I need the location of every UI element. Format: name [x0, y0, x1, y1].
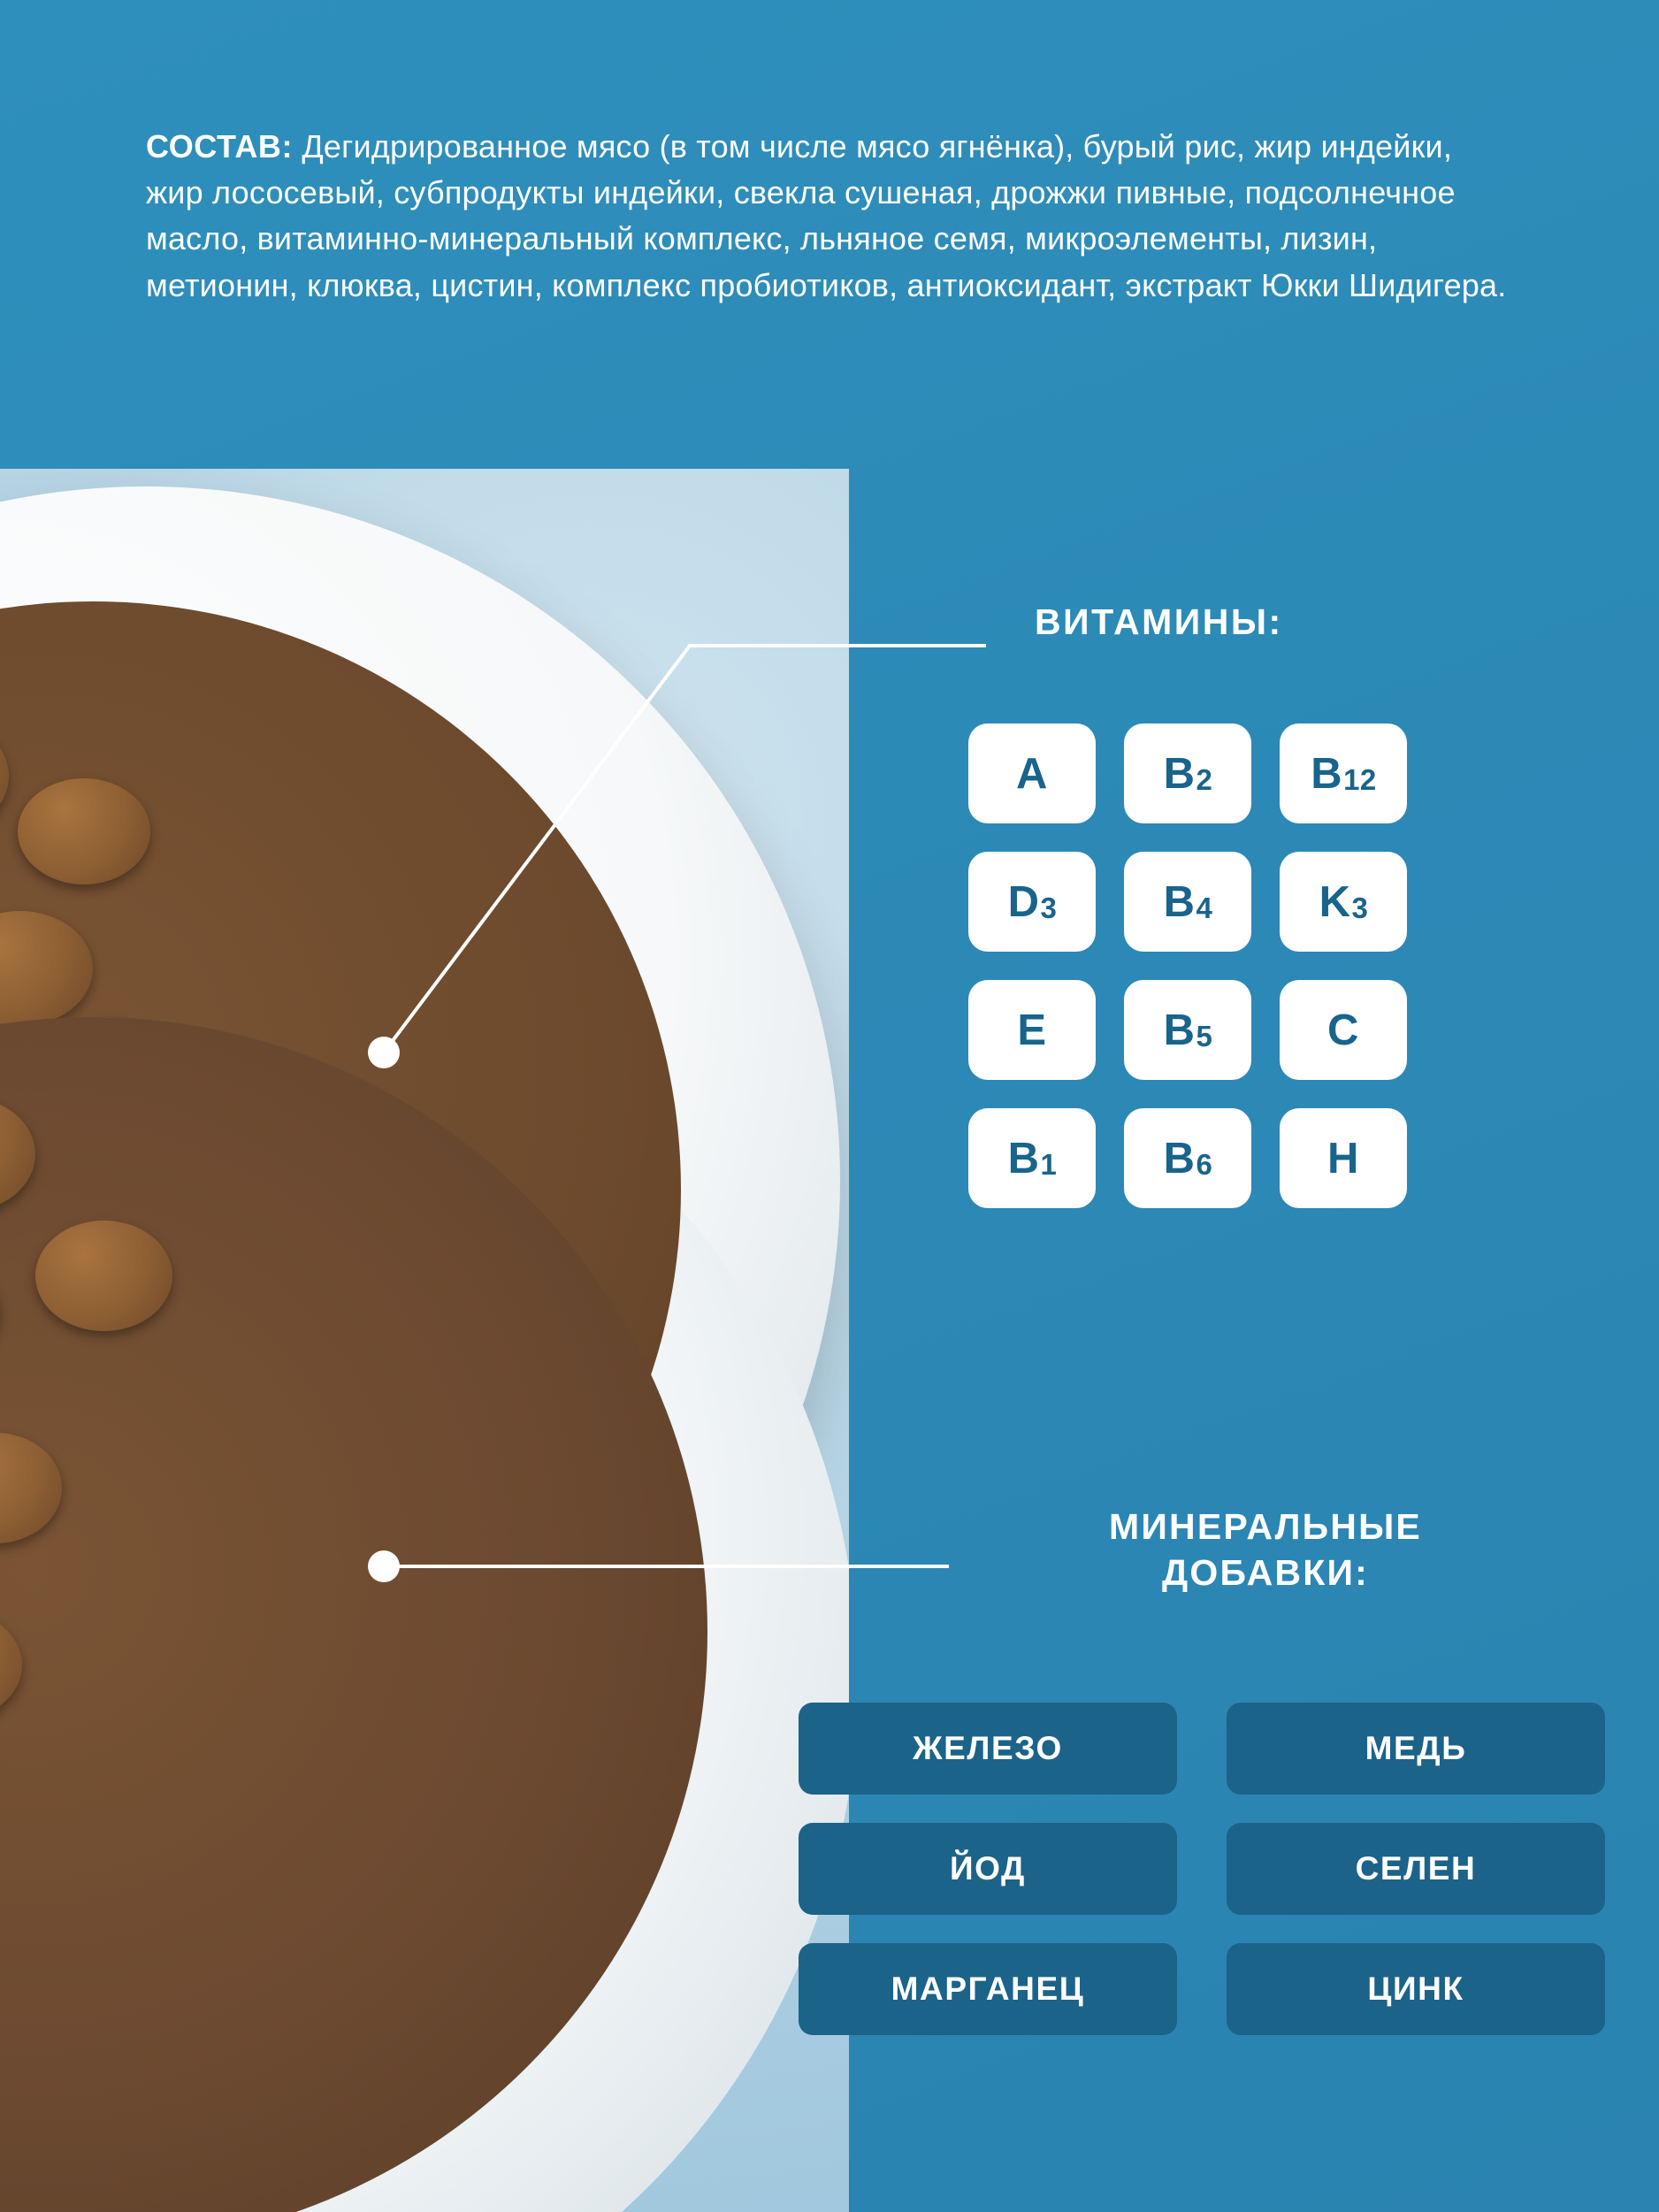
mineral-chip: ЖЕЛЕЗО	[799, 1703, 1177, 1795]
vitamin-label: E	[1017, 1006, 1047, 1054]
vitamin-chip	[1280, 1108, 1407, 1208]
vitamin-label: B	[1163, 1134, 1196, 1183]
mineral-chip: МАРГАНЕЦ	[799, 1943, 1177, 2035]
vitamin-chip	[1280, 980, 1407, 1080]
mineral-chip: СЕЛЕН	[1227, 1823, 1605, 1915]
minerals-title-line1: МИНЕРАЛЬНЫЕ	[1109, 1506, 1422, 1547]
minerals-title	[1000, 1504, 1531, 1596]
composition-label: СОСТАВ:	[146, 128, 294, 165]
mineral-chip: ЙОД	[799, 1823, 1177, 1915]
vitamin-label: C	[1327, 1006, 1359, 1054]
vitamin-sub: 2	[1196, 762, 1213, 796]
vitamin-sub: 5	[1196, 1019, 1213, 1052]
vitamin-chip	[968, 852, 1096, 952]
vitamin-label: K	[1319, 877, 1351, 926]
vitamin-chip	[1280, 723, 1407, 823]
vitamin-chip	[1124, 1108, 1251, 1208]
mineral-chip: МЕДЬ	[1227, 1703, 1605, 1795]
vitamin-label: B	[1163, 1006, 1196, 1054]
vitamins-grid	[968, 723, 1407, 1208]
vitamin-label: H	[1327, 1134, 1359, 1183]
vitamin-sub: 12	[1343, 762, 1377, 796]
vitamin-chip	[968, 1108, 1096, 1208]
vitamin-label: A	[1016, 749, 1048, 798]
vitamin-chip	[1124, 980, 1251, 1080]
mineral-chip: ЦИНК	[1227, 1943, 1605, 2035]
product-photo	[0, 469, 849, 2212]
vitamin-label: B	[1311, 749, 1343, 798]
composition-text: Дегидрированное мясо (в том числе мясо ягнёнка), бурый рис, жир индейки, жир лососевый, субпродукты индейки, свекла сушеная, дрожжи пивные, подсолнечное масло, витаминно-минеральный комплекс, льняное семя, микроэлементы, лизин, метионин, клюква, цистин, комплекс пробиотиков, антиоксидант, экстракт Юкки Шидигера.	[146, 128, 1507, 303]
minerals-title-line2: ДОБАВКИ:	[1162, 1552, 1369, 1594]
vitamin-sub: 6	[1196, 1147, 1213, 1181]
vitamin-sub: 3	[1351, 891, 1369, 924]
vitamin-sub: 3	[1040, 891, 1058, 924]
vitamin-label: D	[1007, 877, 1040, 926]
vitamin-chip	[1124, 852, 1251, 952]
vitamin-label: B	[1163, 877, 1196, 926]
vitamin-chip	[1280, 852, 1407, 952]
vitamin-chip	[968, 980, 1096, 1080]
vitamin-label: B	[1007, 1134, 1040, 1183]
composition-paragraph	[146, 124, 1512, 309]
vitamin-sub: 1	[1040, 1147, 1058, 1181]
vitamin-sub: 4	[1196, 891, 1213, 924]
vitamin-chip	[1124, 723, 1251, 823]
vitamin-label: B	[1163, 749, 1196, 798]
minerals-grid	[799, 1703, 1605, 2035]
vitamins-title: ВИТАМИНЫ:	[1035, 601, 1283, 642]
vitamin-chip	[968, 723, 1096, 823]
